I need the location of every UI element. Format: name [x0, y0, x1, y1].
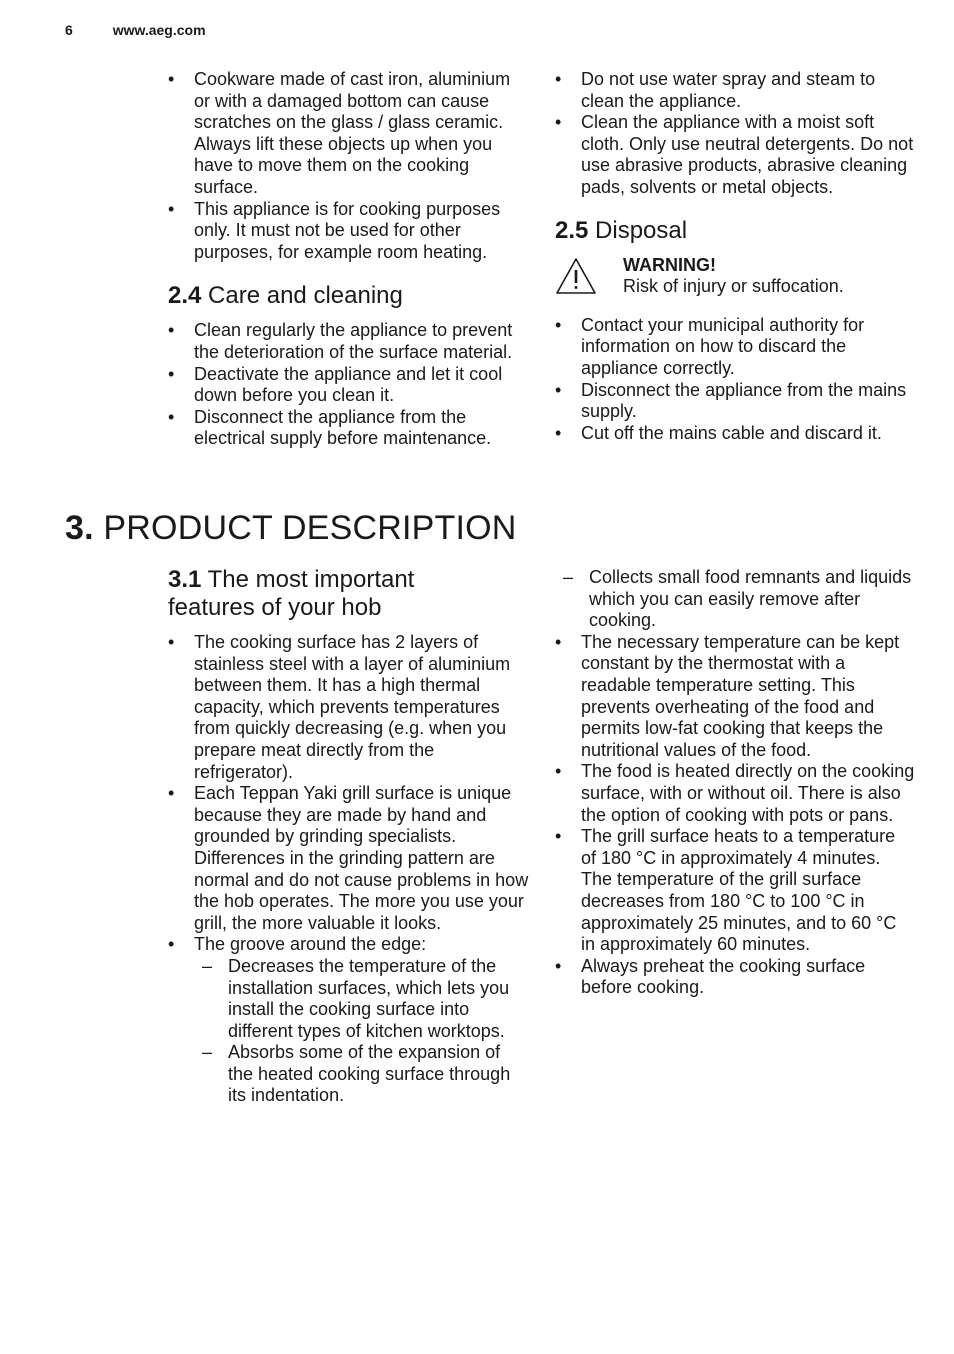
chapter-title: PRODUCT DESCRIPTION [103, 509, 517, 547]
section-title-line2: features of your hob [168, 594, 382, 621]
warning-box [555, 255, 915, 298]
sub-list-item: – Absorbs some of the expansion of the heated cooking surface through its indentation. [168, 1042, 530, 1107]
section-number: 2.5 [555, 216, 589, 244]
right-column-top [555, 69, 915, 444]
list-item: • Cookware made of cast iron, aluminium or with a damaged bottom can cause scratches on the glass / glass ceramic. Always lift these objects up when you have to move them on the cooking surface. [168, 69, 528, 199]
list-item: • Disconnect the appliance from the mains supply. [555, 380, 915, 423]
list-item: • The groove around the edge: [168, 934, 530, 956]
section-number: 3.1 [168, 566, 202, 593]
right-column-bottom [555, 567, 915, 999]
sub-list-item: – Collects small food remnants and liquids which you can easily remove after cooking. [555, 567, 915, 632]
website-link[interactable]: www.aeg.com [112, 22, 206, 38]
safety-list [168, 69, 528, 263]
features-list-left [168, 632, 530, 1107]
cleaning-list [555, 69, 915, 199]
section-title-line1: The most important [207, 566, 415, 593]
warning-triangle-icon [555, 257, 597, 295]
list-item: • Each Teppan Yaki grill surface is unique because they are made by hand and grounded by grinding specialists. Differences in the grinding pattern are normal and do not cause problems in how the hob operates. The more you use your grill, the more valuable it looks. [168, 783, 530, 934]
warning-text: Risk of injury or suffocation. [623, 276, 844, 297]
section-heading-disposal [555, 217, 915, 245]
list-item: • Always preheat the cooking surface before cooking. [555, 956, 915, 999]
section-heading-care [168, 282, 528, 310]
list-item: • Deactivate the appliance and let it cool down before you clean it. [168, 364, 528, 407]
list-item: • The food is heated directly on the cooking surface, with or without oil. There is also the option of cooking with pots or pans. [555, 761, 915, 826]
section-title: Disposal [595, 216, 688, 244]
sub-list-item: – Decreases the temperature of the installation surfaces, which lets you install the cooking surface into different types of kitchen worktops. [168, 956, 530, 1042]
left-column-bottom [168, 566, 530, 1107]
care-list [168, 320, 528, 450]
section-title: Care and cleaning [208, 282, 403, 310]
warning-title: WARNING! [623, 254, 716, 275]
page-header [65, 22, 206, 38]
list-item: • This appliance is for cooking purposes only. It must not be used for other purposes, for example room heating. [168, 199, 528, 264]
list-item: • Clean regularly the appliance to prevent the deterioration of the surface material. [168, 320, 528, 363]
list-item: • Cut off the mains cable and discard it. [555, 423, 915, 445]
list-item: • Clean the appliance with a moist soft cloth. Only use neutral detergents. Do not use abrasive products, abrasive cleaning pads, solvents or metal objects. [555, 112, 915, 198]
section-heading-features [168, 566, 530, 622]
chapter-heading [65, 508, 517, 548]
list-item: • Do not use water spray and steam to clean the appliance. [555, 69, 915, 112]
list-item: • Contact your municipal authority for information on how to discard the appliance correctly. [555, 315, 915, 380]
page-number: 6 [65, 22, 73, 38]
list-item: • The grill surface heats to a temperature of 180 °C in approximately 4 minutes. The temperature of the grill surface decreases from 180 °C to 100 °C in approximately 25 minutes, and to 60 °C in approximately 60 minutes. [555, 826, 915, 956]
section-number: 2.4 [168, 282, 202, 310]
left-column-top [168, 69, 528, 450]
warning-content [623, 255, 844, 298]
list-item: • The cooking surface has 2 layers of stainless steel with a layer of aluminium between them. It has a high thermal capacity, which prevents temperatures from quickly decreasing (e.g. when you prepare meat directly from the refrigerator). [168, 632, 530, 783]
chapter-number: 3. [65, 509, 94, 547]
features-list-right [555, 567, 915, 999]
disposal-list [555, 315, 915, 445]
list-item: • The necessary temperature can be kept constant by the thermostat with a readable temperature setting. This prevents overheating of the food and permits low-fat cooking that keeps the nutritional values of the food. [555, 632, 915, 762]
list-item: • Disconnect the appliance from the electrical supply before maintenance. [168, 407, 528, 450]
